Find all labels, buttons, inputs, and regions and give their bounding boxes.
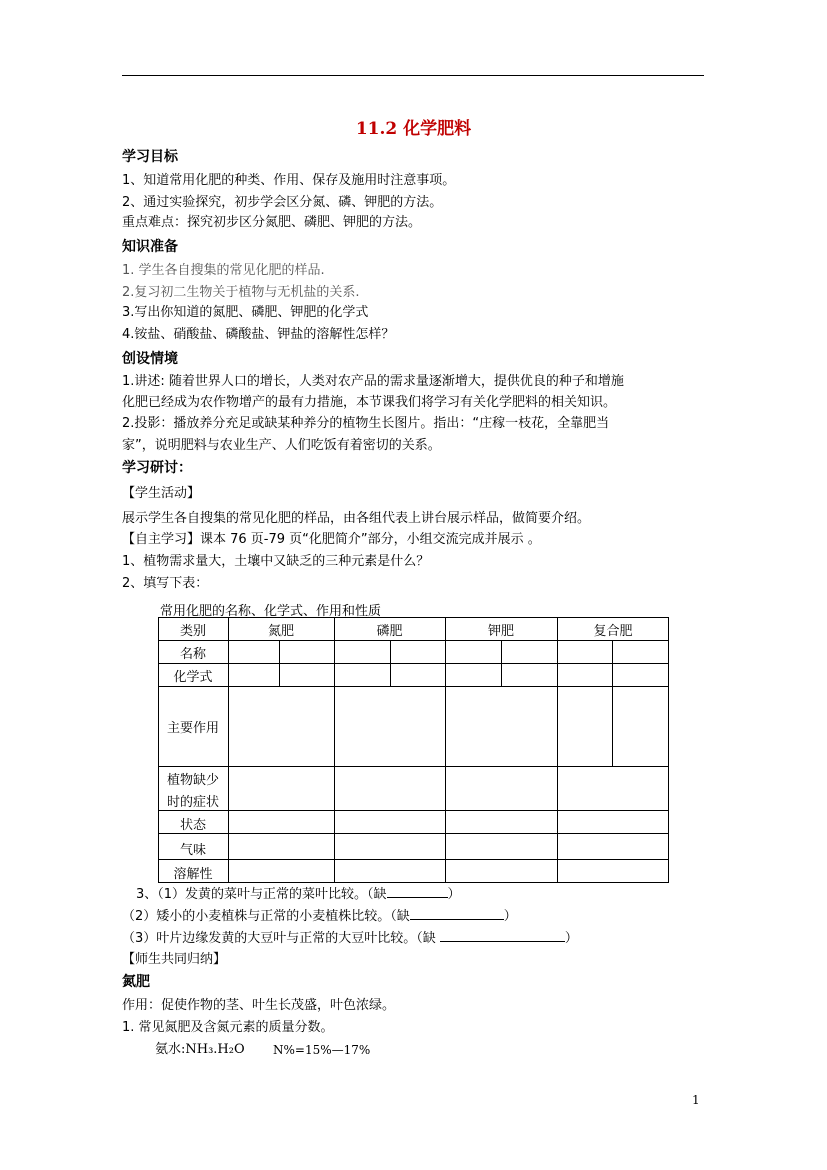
header-category: 类别 xyxy=(179,624,206,639)
question-3b-close: ） xyxy=(503,909,517,924)
activity-tag: 【学生活动】 xyxy=(122,486,201,501)
goal-line-1: 1、知道常用化肥的种类、作用、保存及施用时注意事项。 xyxy=(122,173,456,188)
row-label-name: 名称 xyxy=(179,647,206,662)
question-3a-text: 3、（1）发黄的菜叶与正常的菜叶比较。（缺 xyxy=(136,887,387,902)
question-1: 1、植物需求量大，土壤中又缺乏的三种元素是什么？ xyxy=(122,554,430,569)
answer-blank-3b[interactable] xyxy=(410,907,504,920)
scene-line-2: 化肥已经成为农作物增产的最有力措施，本节课我们将学习有关化学肥料的相关知识。 xyxy=(122,395,617,410)
nitrogen-item-1: 1. 常见氮肥及含氮元素的质量分数。 xyxy=(122,1020,334,1035)
prep-line-3: 3.写出你知道的氮肥、磷肥、钾肥的化学式 xyxy=(122,305,369,320)
row-label-formula: 化学式 xyxy=(173,670,213,685)
question-3b xyxy=(122,907,517,925)
question-3a-close: ） xyxy=(447,887,461,902)
study-heading: 学习研讨： xyxy=(122,460,192,476)
header-phosphorus: 磷肥 xyxy=(376,624,403,639)
prep-line-2: 2.复习初二生物关于植物与无机盐的关系. xyxy=(122,285,360,300)
row-label-solubility: 溶解性 xyxy=(173,867,213,882)
question-3c-close: ） xyxy=(564,931,578,946)
page-title: 11.2 化学肥料 xyxy=(355,119,472,139)
prep-line-1: 1. 学生各自搜集的常见化肥的样品. xyxy=(122,263,325,278)
ammonia-formula: 氨水:NH₃.H₂O xyxy=(155,1042,245,1057)
activity-line: 展示学生各自搜集的常见化肥的样品，由各组代表上讲台展示样品，做简要介绍。 xyxy=(122,511,591,526)
key-points: 重点难点：探究初步区分氮肥、磷肥、钾肥的方法。 xyxy=(122,215,422,230)
question-2: 2、填写下表： xyxy=(122,576,209,591)
row-label-function: 主要作用 xyxy=(166,721,219,736)
summary-tag: 【师生共同归纳】 xyxy=(122,952,227,967)
question-3c-text: （3）叶片边缘发黄的大豆叶与正常的大豆叶比较。（缺 xyxy=(122,931,440,946)
row-label-odor: 气味 xyxy=(179,843,206,858)
self-study-line: 【自主学习】课本 76 页-79 页“化肥简介”部分，小组交流完成并展示 。 xyxy=(122,532,541,547)
nitrogen-effect: 作用：促使作物的茎、叶生长茂盛，叶色浓绿。 xyxy=(122,998,396,1013)
header-nitrogen: 氮肥 xyxy=(267,624,294,639)
table-caption: 常用化肥的名称、化学式、作用和性质 xyxy=(160,604,382,619)
scene-line-3: 2.投影：播放养分充足或缺某种养分的植物生长图片。指出：“庄稼一枝花，全靠肥当 xyxy=(122,416,610,431)
page-number: 1 xyxy=(692,1093,700,1107)
scene-line-4: 家”，说明肥料与农业生产、人们吃饭有着密切的关系。 xyxy=(122,438,441,453)
goal-line-2: 2、通过实验探究，初步学会区分氮、磷、钾肥的方法。 xyxy=(122,195,443,210)
row-label-deficiency-1: 植物缺少 xyxy=(166,773,219,788)
question-3b-text: （2）矮小的小麦植株与正常的小麦植株比较。（缺 xyxy=(122,909,410,924)
header-compound: 复合肥 xyxy=(593,624,633,639)
ammonia-nitrogen-percent: N%=15%—17% xyxy=(273,1043,371,1057)
prep-line-4: 4.铵盐、硝酸盐、磷酸盐、钾盐的溶解性怎样？ xyxy=(122,327,395,342)
question-3a xyxy=(136,885,461,903)
nitrogen-heading: 氮肥 xyxy=(122,974,150,990)
answer-blank-3c[interactable] xyxy=(440,929,565,942)
prep-heading: 知识准备 xyxy=(122,239,178,255)
row-label-state: 状态 xyxy=(179,818,206,833)
goals-heading: 学习目标 xyxy=(122,149,178,165)
scene-heading: 创设情境 xyxy=(122,351,178,367)
answer-blank-3a[interactable] xyxy=(387,885,448,898)
header-potassium: 钾肥 xyxy=(487,624,514,639)
question-3c xyxy=(122,929,578,947)
scene-line-1: 1.讲述: 随着世界人口的增长，人类对农产品的需求量逐渐增大，提供优良的种子和增施 xyxy=(122,374,624,389)
row-label-deficiency-2: 时的症状 xyxy=(166,795,219,810)
